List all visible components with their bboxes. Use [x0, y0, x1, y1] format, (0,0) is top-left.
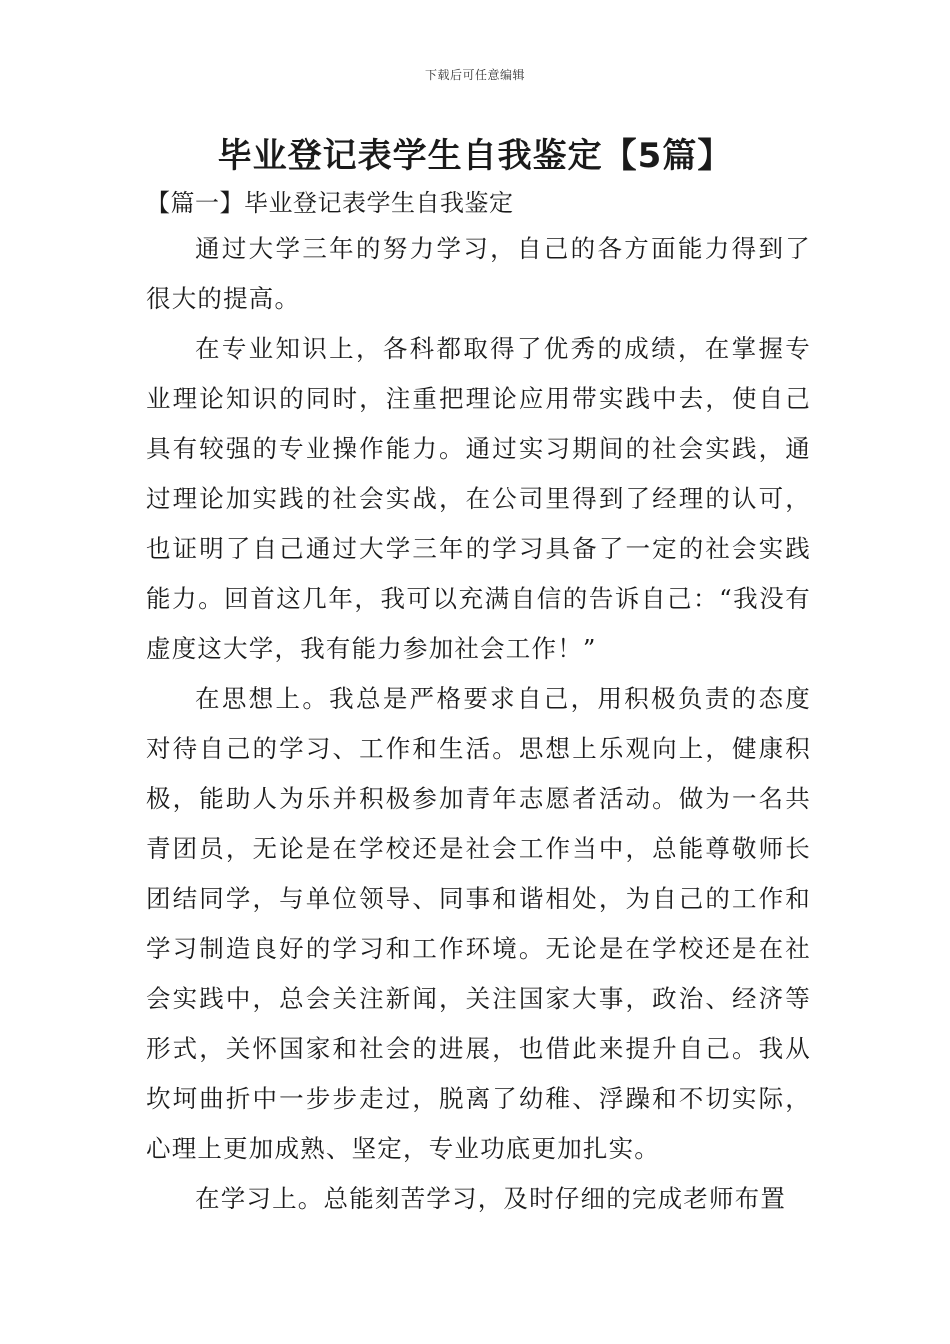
- section-heading: 【篇一】毕业登记表学生自我鉴定: [146, 189, 514, 217]
- paragraph: 在学习上。总能刻苦学习，及时仔细的完成老师布置: [195, 1184, 787, 1213]
- paragraph: 在专业知识上，各科都取得了优秀的成绩，在掌握专业理论知识的同时，注重把理论应用带实践中去，使自己具有较强的专业操作能力。通过实习期间的社会实践，通过理论加实践的社会实战，在公司里得到了经理的认可，也证明了自己通过大学三年的学习具备了一定的社会实践能力。回首这几年，我可以充满自信的告诉自己：“我没有虚度这大学，我有能力参加社会工作！”: [146, 334, 811, 663]
- document-title: 毕业登记表学生自我鉴定【5篇】: [217, 136, 733, 176]
- header-note: 下载后可任意编辑: [424, 68, 525, 82]
- paragraph: 通过大学三年的努力学习，自己的各方面能力得到了很大的提高。: [146, 234, 811, 313]
- paragraph: 在思想上。我总是严格要求自己，用积极负责的态度对待自己的学习、工作和生活。思想上乐观向上，健康积极，能助人为乐并积极参加青年志愿者活动。做为一名共青团员，无论是在学校还是社会工作当中，总能尊敬师长团结同学，与单位领导、同事和谐相处，为自己的工作和学习制造良好的学习和工作环境。无论是在学校还是在社会实践中，总会关注新闻，关注国家大事，政治、经济等形式，关怀国家和社会的进展，也借此来提升自己。我从坎坷曲折中一步步走过，脱离了幼稚、浮躁和不切实际，心理上更加成熟、坚定，专业功底更加扎实。: [146, 684, 811, 1163]
- body-text: [146, 224, 811, 1224]
